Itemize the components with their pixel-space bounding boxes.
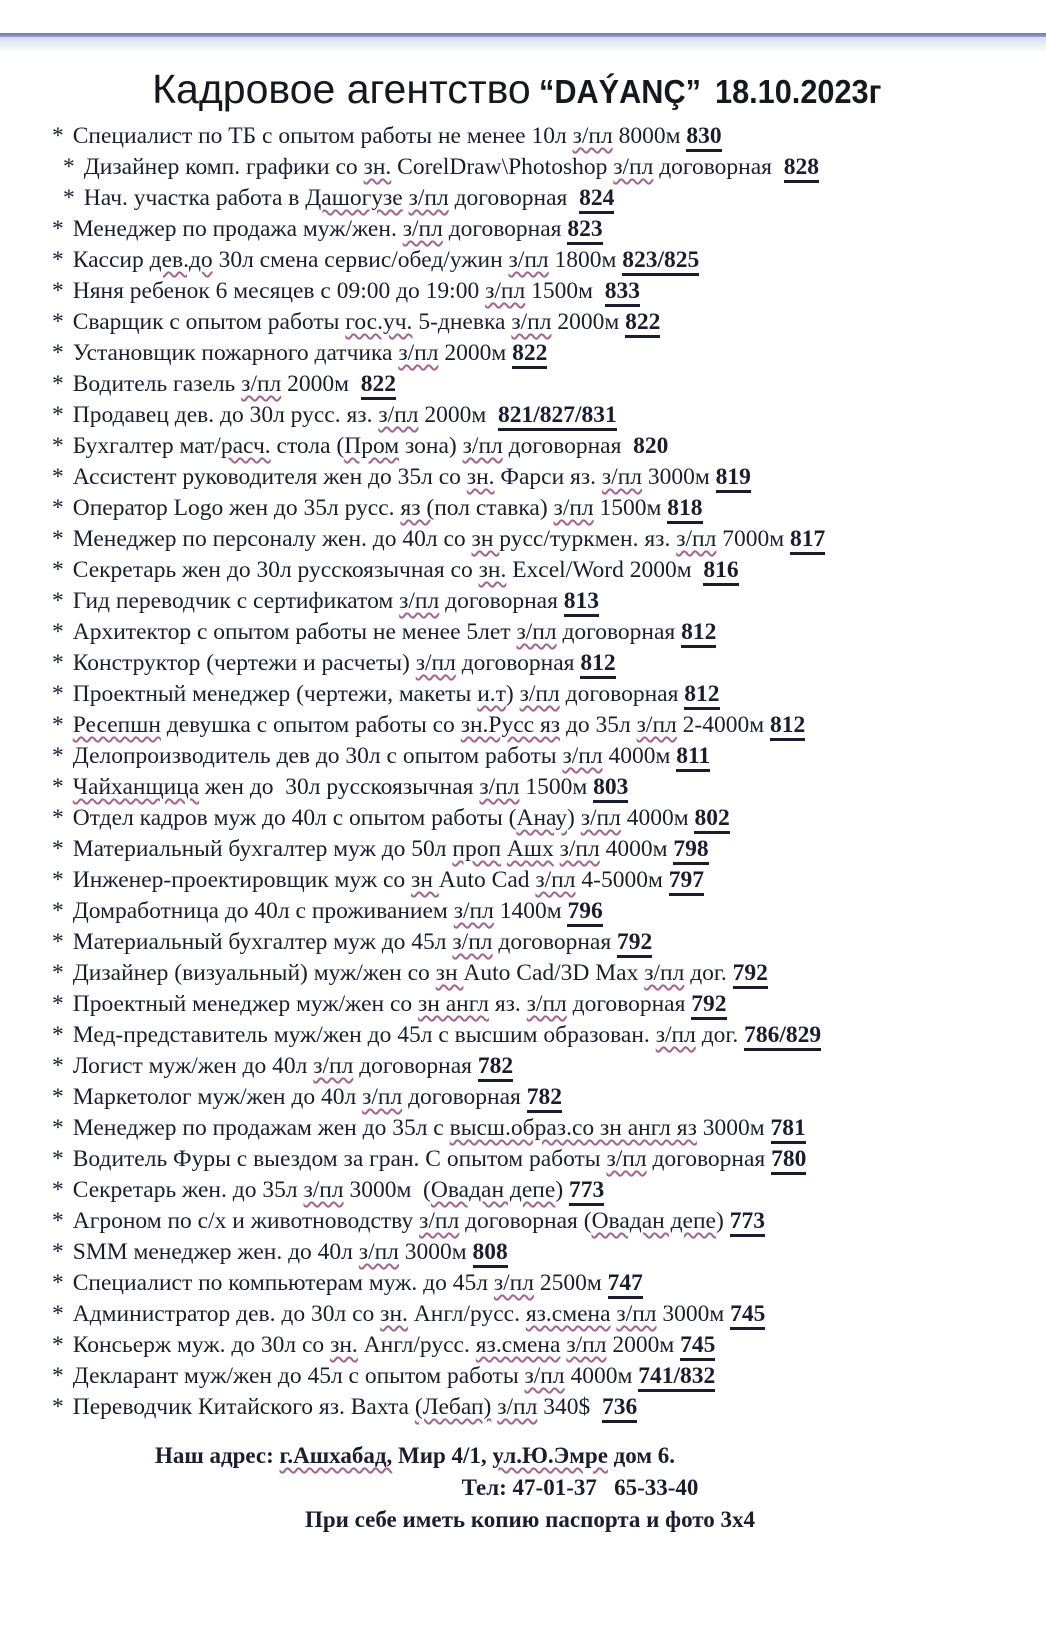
spellcheck-wavy-word: з/пл — [616, 1301, 657, 1327]
spellcheck-wavy-word: з/пл — [241, 371, 282, 397]
spellcheck-wavy-word: зн — [411, 867, 439, 893]
job-listings-list — [52, 121, 1027, 1423]
extension-number: 813 — [564, 588, 599, 617]
spellcheck-wavy-word: зн — [471, 526, 500, 552]
spellcheck-wavy-word: Овадан депе — [430, 1177, 556, 1203]
job-listing-line — [52, 1392, 1027, 1423]
spellcheck-wavy-word: з/пл — [601, 464, 643, 490]
job-listing-text: Декларант муж/жен до 45л с опытом работы з/пл 4000м — [72, 1363, 633, 1389]
job-listing-text: Ресепшн девушка с опытом работы со зн.Русс яз до 35л з/пл 2-4000м — [72, 712, 765, 738]
job-listing-text: Бухгалтер мат/расч. стола (Пром зона) з/пл договорная — [72, 433, 628, 459]
spellcheck-wavy-word: гос.уч. — [345, 309, 413, 335]
spellcheck-wavy-word: проп — [452, 836, 502, 862]
job-listing-line — [52, 1175, 1027, 1206]
extension-number: 781 — [771, 1115, 806, 1144]
job-listing-line — [52, 679, 1027, 710]
job-listing-line — [52, 834, 1027, 865]
job-listing-line — [52, 369, 1027, 400]
job-listing-text: Дизайнер (визуальный) муж/жен со зн Auto Cad/3D Max з/пл дог. — [72, 960, 727, 986]
spellcheck-wavy-word: з/пл — [408, 185, 449, 211]
spellcheck-wavy-word: Ашх — [506, 836, 554, 862]
job-listing-line — [52, 586, 1027, 617]
extension-number: 819 — [716, 464, 751, 493]
spellcheck-wavy-word: з/пл — [524, 1363, 565, 1389]
asterisk-bullet: * — [52, 340, 64, 366]
extension-number: 745 — [730, 1301, 765, 1330]
extension-number: 773 — [569, 1177, 604, 1206]
spellcheck-wavy-word: зн. — [363, 154, 392, 180]
page-title — [0, 66, 1046, 113]
spellcheck-wavy-word: Анау — [516, 805, 568, 831]
extension-number: 797 — [669, 867, 704, 896]
spellcheck-wavy-word: з/пл — [493, 1270, 534, 1296]
job-listing-text: Конструктор (чертежи и расчеты) з/пл договорная — [72, 650, 575, 676]
job-listing-line — [52, 307, 1027, 338]
asterisk-bullet: * — [63, 185, 75, 211]
spellcheck-wavy-word: з/пл — [358, 1239, 399, 1265]
job-listing-line — [52, 183, 1027, 214]
spellcheck-wavy-word: з/пл — [313, 1053, 354, 1079]
spellcheck-wavy-word: з/пл — [452, 929, 493, 955]
spellcheck-wavy-word: зн англ — [418, 991, 489, 1017]
spellcheck-wavy-word: з/пл — [580, 805, 621, 831]
asterisk-bullet: * — [52, 619, 64, 645]
job-listing-text: Секретарь жен. до 35л з/пл 3000м (Овадан депе) — [72, 1177, 564, 1203]
spellcheck-wavy-word: яз ( — [400, 495, 435, 521]
job-listing-text: Менеджер по персоналу жен. до 40л со зн русс/туркмен. яз. з/пл 7000м — [72, 526, 785, 552]
job-listing-text: Материальный бухгалтер муж до 45л з/пл договорная — [72, 929, 612, 955]
job-listing-text: Секретарь жен до 30л русскоязычная со зн. Excel/Word 2000м — [72, 557, 698, 583]
spellcheck-wavy-word: (Лебап) — [414, 1394, 492, 1420]
footer-address: Наш адрес: г.Ашхабад, Мир 4/1, ул.Ю.Эмре дом 6. — [154, 1443, 676, 1468]
job-listing-text: Кассир дев.до 30л смена сервис/обед/ужин з/пл 1800м — [72, 247, 617, 273]
job-listing-line — [52, 648, 1027, 679]
job-listing-text: Агроном по с/х и животноводству з/пл договорная (Овадан депе) — [72, 1208, 724, 1234]
title-agency-text: Кадровое агентство — [152, 66, 531, 112]
extension-number: 802 — [694, 805, 729, 834]
asterisk-bullet: * — [52, 247, 64, 273]
spellcheck-wavy-word: з/пл — [644, 960, 685, 986]
job-listing-line — [52, 710, 1027, 741]
job-listing-line — [52, 245, 1027, 276]
job-listing-line — [52, 1051, 1027, 1082]
job-listing-line — [52, 524, 1027, 555]
job-listing-line — [52, 1237, 1027, 1268]
job-listing-line — [52, 1020, 1027, 1051]
asterisk-bullet: * — [52, 557, 64, 583]
job-listing-line — [52, 1299, 1027, 1330]
asterisk-bullet: * — [52, 681, 64, 707]
spellcheck-wavy-word: з/пл — [402, 216, 443, 242]
spellcheck-wavy-word: з/пл — [462, 433, 503, 459]
asterisk-bullet: * — [52, 1301, 64, 1327]
job-listing-line — [52, 772, 1027, 803]
job-listing-text: Архитектор с опытом работы не менее 5лет з/пл договорная — [72, 619, 676, 645]
extension-number: 796 — [567, 898, 602, 927]
spellcheck-wavy-word: з/пл — [535, 867, 576, 893]
title-agency-name: “DAÝANÇ” — [538, 73, 701, 110]
asterisk-bullet: * — [52, 1053, 64, 1079]
asterisk-bullet: * — [52, 1239, 64, 1265]
title-date: 18.10.2023г — [714, 73, 882, 110]
asterisk-bullet: * — [52, 1084, 64, 1110]
job-listing-line — [52, 121, 1027, 152]
spellcheck-wavy-word: з/пл — [419, 1208, 460, 1234]
job-listing-line — [52, 1082, 1027, 1113]
job-listing-text: Мед-представитель муж/жен до 45л с высшим образован. з/пл дог. — [72, 1022, 739, 1048]
spellcheck-wavy-word: з/пл — [485, 278, 526, 304]
extension-number: 812 — [684, 681, 719, 710]
job-listing-text: Переводчик Китайского яз. Вахта (Лебап) з/пл 340$ — [72, 1394, 597, 1420]
spellcheck-wavy-word: зн. — [330, 1332, 358, 1358]
job-listing-line — [52, 1268, 1027, 1299]
job-listing-line — [52, 431, 1027, 462]
job-listing-line — [52, 462, 1027, 493]
job-listing-line — [52, 617, 1027, 648]
extension-number: 830 — [686, 123, 721, 152]
asterisk-bullet: * — [52, 371, 64, 397]
spellcheck-wavy-word: зн — [435, 960, 464, 986]
job-listing-text: Водитель газель з/пл 2000м — [72, 371, 355, 397]
spellcheck-wavy-word: з/пл — [362, 1084, 403, 1110]
spellcheck-wavy-word: Дашогузе — [305, 185, 403, 211]
spellcheck-wavy-word: з/пл — [516, 619, 557, 645]
job-listing-line — [52, 958, 1027, 989]
job-listing-text: Отдел кадров муж до 40л с опытом работы (Анау) з/пл 4000м — [72, 805, 689, 831]
asterisk-bullet: * — [52, 1363, 64, 1389]
job-listing-line — [52, 1144, 1027, 1175]
asterisk-bullet: * — [52, 433, 64, 459]
spellcheck-wavy-word: з/пл — [606, 1146, 647, 1172]
asterisk-bullet: * — [52, 495, 64, 521]
job-listing-line — [52, 338, 1027, 369]
spellcheck-wavy-word: з/пл — [508, 247, 549, 273]
spellcheck-wavy-word: яз.смена — [525, 1301, 611, 1327]
job-listing-text: Дизайнер комп. графики со зн. CorelDraw\Photoshop з/пл договорная — [83, 154, 778, 180]
job-listing-line — [52, 400, 1027, 431]
extension-number: 823/825 — [622, 247, 699, 276]
extension-number: 824 — [579, 185, 614, 214]
job-listing-line — [52, 741, 1027, 772]
job-listing-line — [52, 1330, 1027, 1361]
extension-number: 782 — [478, 1053, 513, 1082]
asterisk-bullet: * — [52, 1394, 64, 1420]
job-listing-text: Специалист по компьютерам муж. до 45л з/пл 2500м — [72, 1270, 602, 1296]
job-listing-text: Чайханщица жен до 30л русскоязычная з/пл 1500м — [72, 774, 588, 800]
spellcheck-wavy-word: дев.до — [149, 247, 213, 273]
extension-number: 741/832 — [638, 1363, 715, 1392]
spellcheck-wavy-word: з/пл — [553, 495, 594, 521]
asterisk-bullet: * — [52, 309, 64, 335]
spellcheck-wavy-word: Овадан депе — [591, 1208, 716, 1234]
asterisk-bullet: * — [52, 650, 64, 676]
job-listing-text: Нач. участка работа в Дашогузе з/пл договорная — [83, 185, 574, 211]
job-listing-line — [52, 927, 1027, 958]
spellcheck-wavy-word: зн.Русс яз — [460, 712, 561, 738]
extension-number: 816 — [703, 557, 738, 586]
job-listing-text: Продавец дев. до 30л русс. яз. з/пл 2000м — [72, 402, 493, 428]
spellcheck-wavy-word: и.т — [477, 681, 506, 707]
extension-number: 808 — [473, 1239, 508, 1268]
job-listing-line — [52, 1206, 1027, 1237]
spellcheck-wavy-word: высш.образ.со зн англ яз — [449, 1115, 697, 1141]
job-listing-text: Проектный менеджер (чертежи, макеты и.т) з/пл договорная — [72, 681, 679, 707]
spellcheck-wavy-word: з/пл — [378, 402, 419, 428]
asterisk-bullet: * — [52, 123, 64, 149]
extension-number: 773 — [730, 1208, 765, 1237]
asterisk-bullet: * — [52, 991, 64, 1017]
asterisk-bullet: * — [52, 743, 64, 769]
job-listing-line — [52, 276, 1027, 307]
job-listing-text: Установщик пожарного датчика з/пл 2000м — [72, 340, 507, 366]
spellcheck-wavy-word: з/пл — [497, 1394, 538, 1420]
spellcheck-wavy-word: з/пл — [479, 774, 520, 800]
extension-number: 812 — [681, 619, 716, 648]
job-listing-text: Маркетолог муж/жен до 40л з/пл договорная — [72, 1084, 521, 1110]
spellcheck-wavy-word: г.Ашхабад, — [279, 1443, 393, 1468]
extension-number: 820 — [633, 433, 669, 459]
spellcheck-wavy-word: з/пл — [559, 836, 600, 862]
spellcheck-wavy-word: з/пл — [303, 1177, 344, 1203]
spellcheck-wavy-word: з/пл — [566, 1332, 607, 1358]
spellcheck-wavy-word: зн. — [380, 1301, 408, 1327]
job-listing-line — [52, 896, 1027, 927]
asterisk-bullet: * — [52, 1177, 64, 1203]
extension-number: 792 — [617, 929, 652, 958]
asterisk-bullet: * — [52, 216, 64, 242]
spellcheck-wavy-word: Пром — [344, 433, 400, 459]
extension-number: 798 — [673, 836, 708, 865]
asterisk-bullet: * — [52, 960, 64, 986]
asterisk-bullet: * — [52, 1115, 64, 1141]
job-listing-line — [52, 152, 1027, 183]
extension-number: 823 — [567, 216, 602, 245]
asterisk-bullet: * — [52, 805, 64, 831]
spellcheck-wavy-word: Ресепшн — [72, 712, 161, 738]
footer — [0, 1440, 1046, 1536]
spellcheck-wavy-word: з/пл — [562, 743, 603, 769]
extension-number: 812 — [770, 712, 805, 741]
spellcheck-wavy-word: з/пл — [676, 526, 717, 552]
asterisk-bullet: * — [52, 712, 64, 738]
spellcheck-wavy-word: з/пл — [636, 712, 677, 738]
extension-number: 792 — [733, 960, 768, 989]
extension-number: 821/827/831 — [498, 402, 617, 431]
extension-number: 747 — [608, 1270, 643, 1299]
extension-number: 833 — [605, 278, 640, 307]
extension-number: 828 — [784, 154, 819, 183]
job-listing-text: Гид переводчик с сертификатом з/пл договорная — [72, 588, 558, 614]
asterisk-bullet: * — [52, 1332, 64, 1358]
job-listing-line — [52, 1113, 1027, 1144]
job-listing-text: Домработница до 40л с проживанием з/пл 1400м — [72, 898, 562, 924]
job-listing-text: Няня ребенок 6 месяцев с 09:00 до 19:00 з/пл 1500м — [72, 278, 599, 304]
job-listing-line — [52, 989, 1027, 1020]
job-listing-line — [52, 1361, 1027, 1392]
asterisk-bullet: * — [52, 898, 64, 924]
asterisk-bullet: * — [52, 929, 64, 955]
spellcheck-wavy-word: з/пл — [526, 991, 567, 1017]
job-listing-text: Материальный бухгалтер муж до 50л проп Ашх з/пл 4000м — [72, 836, 668, 862]
extension-number: 782 — [527, 1084, 562, 1113]
extension-number: 811 — [676, 743, 710, 772]
job-listing-text: Делопроизводитель дев до 30л с опытом работы з/пл 4000м — [72, 743, 671, 769]
footer-note: При себе иметь копию паспорта и фото 3х4 — [304, 1507, 756, 1532]
spellcheck-wavy-word: з/пл — [511, 309, 552, 335]
job-listing-text: Администратор дев. до 30л со зн. Англ/русс. яз.смена з/пл 3000м — [72, 1301, 725, 1327]
extension-number: 792 — [691, 991, 726, 1020]
job-listing-text: Водитель Фуры с выездом за гран. С опытом работы з/пл договорная — [72, 1146, 766, 1172]
extension-number: 803 — [593, 774, 628, 803]
asterisk-bullet: * — [52, 464, 64, 490]
extension-number: 822 — [361, 371, 396, 400]
spellcheck-wavy-word: з/пл — [613, 154, 654, 180]
top-divider-fade — [0, 37, 1046, 53]
spellcheck-wavy-word: зн. — [478, 557, 507, 583]
asterisk-bullet: * — [52, 1146, 64, 1172]
job-listing-line — [52, 214, 1027, 245]
extension-number: 812 — [580, 650, 615, 679]
asterisk-bullet: * — [63, 154, 75, 180]
job-listing-line — [52, 493, 1027, 524]
job-listing-text: Специалист по ТБ с опытом работы не менее 10л з/пл 8000м — [72, 123, 681, 149]
job-listing-text: Оператор Logo жен до 35л русс. яз (пол ставка) з/пл 1500м — [72, 495, 662, 521]
spellcheck-wavy-word: з/пл — [415, 650, 456, 676]
spellcheck-wavy-word: яз.смена — [475, 1332, 561, 1358]
asterisk-bullet: * — [52, 836, 64, 862]
extension-number: 822 — [512, 340, 547, 369]
asterisk-bullet: * — [52, 402, 64, 428]
job-listing-line — [52, 865, 1027, 896]
extension-number: 736 — [602, 1394, 637, 1423]
job-listing-text: Консьерж муж. до 30л со зн. Англ/русс. яз.смена з/пл 2000м — [72, 1332, 675, 1358]
spellcheck-wavy-word: Чайханщица — [72, 774, 200, 800]
spellcheck-wavy-word: з/пл — [572, 123, 613, 149]
asterisk-bullet: * — [52, 1022, 64, 1048]
job-listing-text: Проектный менеджер муж/жен со зн англ яз. з/пл договорная — [72, 991, 686, 1017]
asterisk-bullet: * — [52, 1208, 64, 1234]
spellcheck-wavy-word: з/пл — [398, 340, 439, 366]
job-listing-line — [52, 803, 1027, 834]
job-listing-text: Ассистент руководителя жен до 35л со зн. Фарси яз. з/пл 3000м — [72, 464, 710, 490]
extension-number: 822 — [625, 309, 660, 338]
job-listing-text: Менеджер по продажам жен до 35л с высш.образ.со зн англ яз 3000м — [72, 1115, 765, 1141]
asterisk-bullet: * — [52, 526, 64, 552]
extension-number: 817 — [790, 526, 825, 555]
spellcheck-wavy-word: з/пл — [399, 588, 440, 614]
extension-number: 780 — [771, 1146, 806, 1175]
spellcheck-wavy-word: ул.Ю.Эмре — [492, 1443, 608, 1468]
asterisk-bullet: * — [52, 867, 64, 893]
job-listing-text: Логист муж/жен до 40л з/пл договорная — [72, 1053, 472, 1079]
asterisk-bullet: * — [52, 774, 64, 800]
spellcheck-wavy-word: з/пл — [519, 681, 560, 707]
job-listing-text: Инженер-проектировщик муж со зн Auto Cad з/пл 4-5000м — [72, 867, 663, 893]
extension-number: 745 — [680, 1332, 715, 1361]
spellcheck-wavy-word: з/пл — [655, 1022, 696, 1048]
job-listing-text: Менеджер по продажа муж/жен. з/пл договорная — [72, 216, 562, 242]
job-listing-text: Сварщик с опытом работы гос.уч. 5-дневка з/пл 2000м — [72, 309, 620, 335]
spellcheck-wavy-word: зн. — [466, 464, 495, 490]
spellcheck-wavy-word: расч. — [220, 433, 271, 459]
asterisk-bullet: * — [52, 278, 64, 304]
asterisk-bullet: * — [52, 588, 64, 614]
asterisk-bullet: * — [52, 1270, 64, 1296]
job-listing-text: SMM менеджер жен. до 40л з/пл 3000м — [72, 1239, 467, 1265]
extension-number: 786/829 — [744, 1022, 821, 1051]
spellcheck-wavy-word: з/пл — [453, 898, 494, 924]
extension-number: 818 — [667, 495, 702, 524]
footer-phone: Тел: 47-01-37 65-33-40 — [461, 1475, 699, 1500]
job-listing-line — [52, 555, 1027, 586]
